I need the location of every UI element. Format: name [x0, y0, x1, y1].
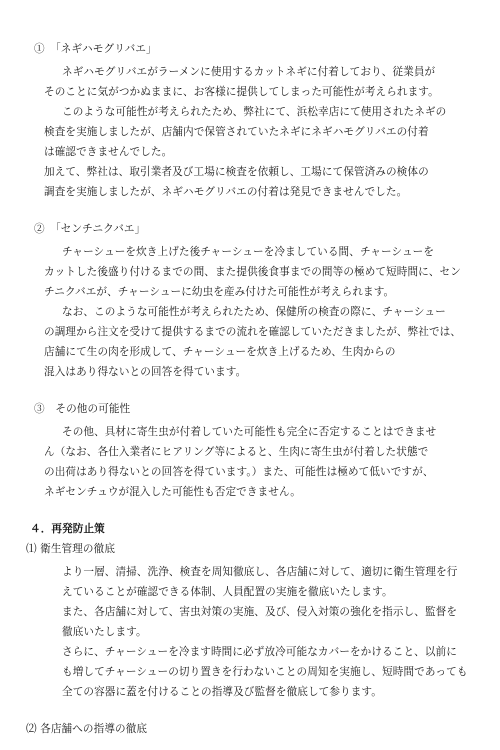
paragraph-line: このような可能性が考えられたため、弊社にて、浜松幸店にて使用されたネギの [62, 106, 447, 118]
paragraph-line: 徹底いたします。 [62, 626, 147, 638]
paragraph-line: 調査を実施しましたが、ネギハモグリバエの付着は発見できませんでした。 [44, 186, 408, 198]
subsection-2-heading: ⑵ 各店舗への指導の徹底 [26, 723, 148, 735]
paragraph-line: チニクバエが、チャーシューに幼虫を産み付けた可能性が考えられます。 [44, 286, 395, 298]
paragraph-line: その他、具材に寄生虫が付着していた可能性も完全に否定することはできませ [62, 426, 437, 438]
paragraph-line: も増してチャーシューの切り置きを行わないことの周知を実施し、短時間であっても [62, 666, 468, 678]
paragraph-line: チャーシューを炊き上げた後チャーシューを冷ましている間、チャーシューを [62, 246, 435, 258]
paragraph-line: さらに、チャーシューを冷ます時間に必ず放冷可能なカバーをかけること、以前に [62, 646, 457, 658]
section-4-heading: ４．再発防止策 [30, 523, 105, 535]
section-2-heading: ② 「センチニクバエ」 [34, 223, 146, 235]
section-3-heading: ③ その他の可能性 [34, 403, 131, 415]
paragraph-line: 検査を実施しましたが、店舗内で保管されていたネギにネギハモグリバエの付着 [44, 126, 429, 138]
paragraph-line: ネギハモグリバエがラーメンに使用するカットネギに付着しており、従業員が [62, 66, 436, 78]
section-1-heading: ① 「ネギハモグリバエ」 [34, 43, 157, 55]
paragraph-line: は確認できませんでした。 [44, 146, 173, 158]
paragraph-line: なお、このような可能性が考えられたため、保健所の検査の際に、チャーシュー [62, 306, 446, 318]
paragraph-line: そのことに気がつかぬままに、お客様に提供してしまった可能性が考えられます。 [44, 86, 439, 98]
paragraph-line: カットした後盛り付けるまでの間、また提供後食事までの間等の極めて短時間に、セン [44, 266, 461, 278]
paragraph-line: 全ての容器に蓋を付けることの指導及び監督を徹底して参ります。 [62, 686, 382, 698]
paragraph-line: ん（なお、各仕入業者にヒアリング等によると、生肉に寄生虫が付着した状態で [44, 446, 429, 458]
paragraph-line: また、各店舗に対して、害虫対策の実施、及び、侵入対策の強化を指示し、監督を [62, 606, 458, 618]
paragraph-line: 混入はあり得ないとの回答を得ています。 [44, 366, 247, 378]
paragraph-line: の調理から注文を受けて提供するまでの流れを確認していただきましたが、弊社では、 [44, 326, 462, 338]
paragraph-line: の出荷はあり得ないとの回答を得ています。）また、可能性は極めて低いですが、 [44, 466, 434, 478]
paragraph-line: 加えて、弊社は、取引業者及び工場に検査を依頼し、工場にて保管済みの検体の [44, 166, 429, 178]
subsection-1-heading: ⑴ 衛生管理の徹底 [26, 543, 116, 555]
paragraph-line: えていることが確認できる体制、人員配置の実施を徹底いたします。 [62, 586, 393, 598]
paragraph-line: より一層、清掃、洗浄、検査を周知徹底し、各店舗に対して、適切に衛生管理を行 [62, 566, 458, 578]
paragraph-line: ネギセンチュウが混入した可能性も否定できません。 [44, 486, 301, 498]
paragraph-line: 店舗にて生の肉を形成して、チャーシューを炊き上げるため、生肉からの [44, 346, 396, 358]
